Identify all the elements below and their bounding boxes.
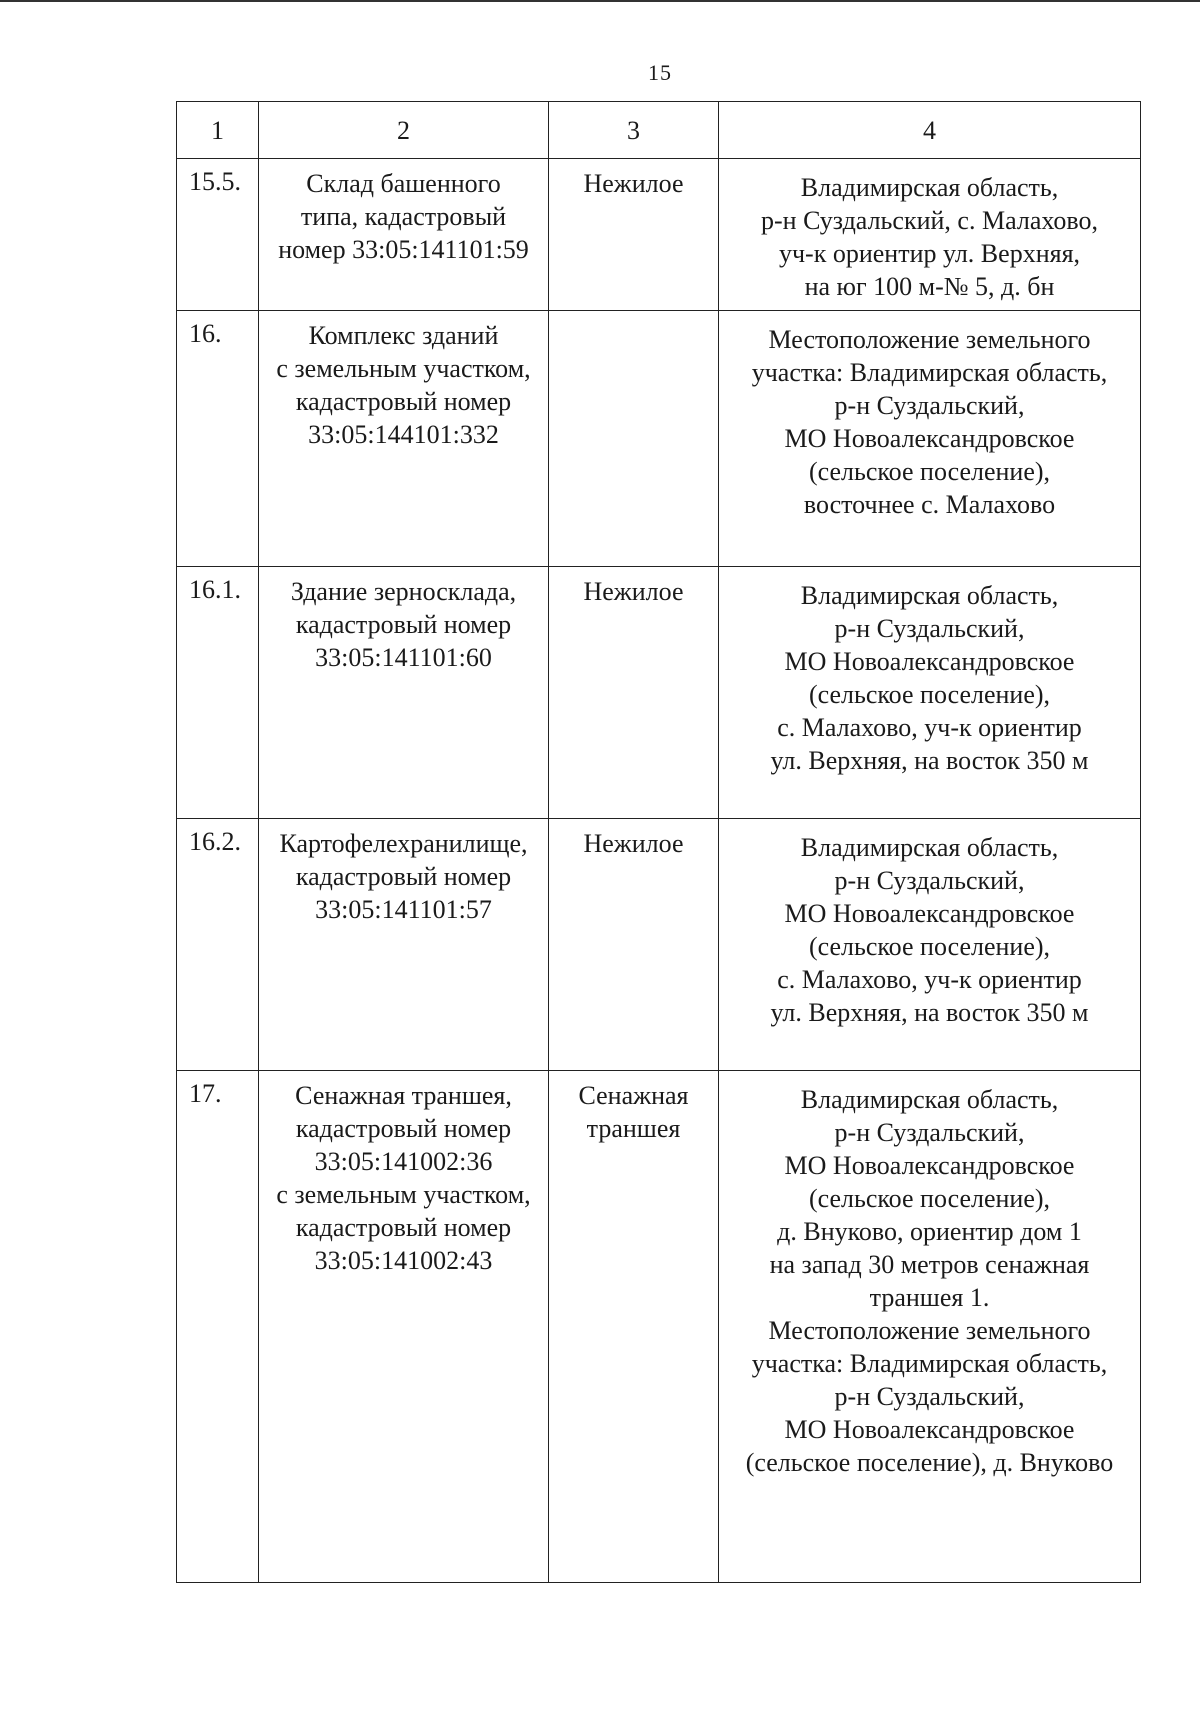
scan-edge-line <box>0 0 1200 2</box>
table-header-row <box>177 102 1141 159</box>
header-col-3: 3 <box>549 102 719 159</box>
object-type: Нежилое <box>549 159 719 311</box>
page-number: 15 <box>648 60 672 85</box>
property-table <box>176 101 1141 1583</box>
object-name: Сенажная траншея, кадастровый номер 33:05:141002:36 с земельным участком, кадастровый номер 33:05:141002:43 <box>259 1071 549 1583</box>
row-number: 16.1. <box>177 567 259 819</box>
object-name: Здание зерносклада, кадастровый номер 33:05:141101:60 <box>259 567 549 819</box>
object-address: Владимирская область, р-н Суздальский, МО Новоалександровское (сельское поселение), д. Внуково, ориентир дом 1 на запад 30 метров сенажная траншея 1. Местоположение земельного участка: Владимирская область, р-н Суздальский, МО Новоалександровское (сельское поселение), д. Внуково <box>719 1071 1141 1583</box>
row-number: 17. <box>177 1071 259 1583</box>
object-address: Владимирская область, р-н Суздальский, МО Новоалександровское (сельское поселение), с. Малахово, уч-к ориентир ул. Верхняя, на восток 350 м <box>719 567 1141 819</box>
object-address: Местоположение земельного участка: Владимирская область, р-н Суздальский, МО Новоалександровское (сельское поселение), восточнее с. Малахово <box>719 311 1141 567</box>
table-row <box>177 819 1141 1071</box>
object-type: Сенажная траншея <box>549 1071 719 1583</box>
object-address: Владимирская область, р-н Суздальский, с. Малахово, уч-к ориентир ул. Верхняя, на юг 100 м-№ 5, д. бн <box>719 159 1141 311</box>
table-row <box>177 159 1141 311</box>
object-type: Нежилое <box>549 819 719 1071</box>
header-col-4: 4 <box>719 102 1141 159</box>
row-number: 15.5. <box>177 159 259 311</box>
table-row <box>177 567 1141 819</box>
object-type <box>549 311 719 567</box>
table-row <box>177 1071 1141 1583</box>
header-col-1: 1 <box>177 102 259 159</box>
table-row <box>177 311 1141 567</box>
row-number: 16. <box>177 311 259 567</box>
header-col-2: 2 <box>259 102 549 159</box>
row-number: 16.2. <box>177 819 259 1071</box>
object-name: Комплекс зданий с земельным участком, кадастровый номер 33:05:144101:332 <box>259 311 549 567</box>
object-name: Склад башенного типа, кадастровый номер 33:05:141101:59 <box>259 159 549 311</box>
object-name: Картофелехранилище, кадастровый номер 33:05:141101:57 <box>259 819 549 1071</box>
object-type: Нежилое <box>549 567 719 819</box>
object-address: Владимирская область, р-н Суздальский, МО Новоалександровское (сельское поселение), с. Малахово, уч-к ориентир ул. Верхняя, на восток 350 м <box>719 819 1141 1071</box>
